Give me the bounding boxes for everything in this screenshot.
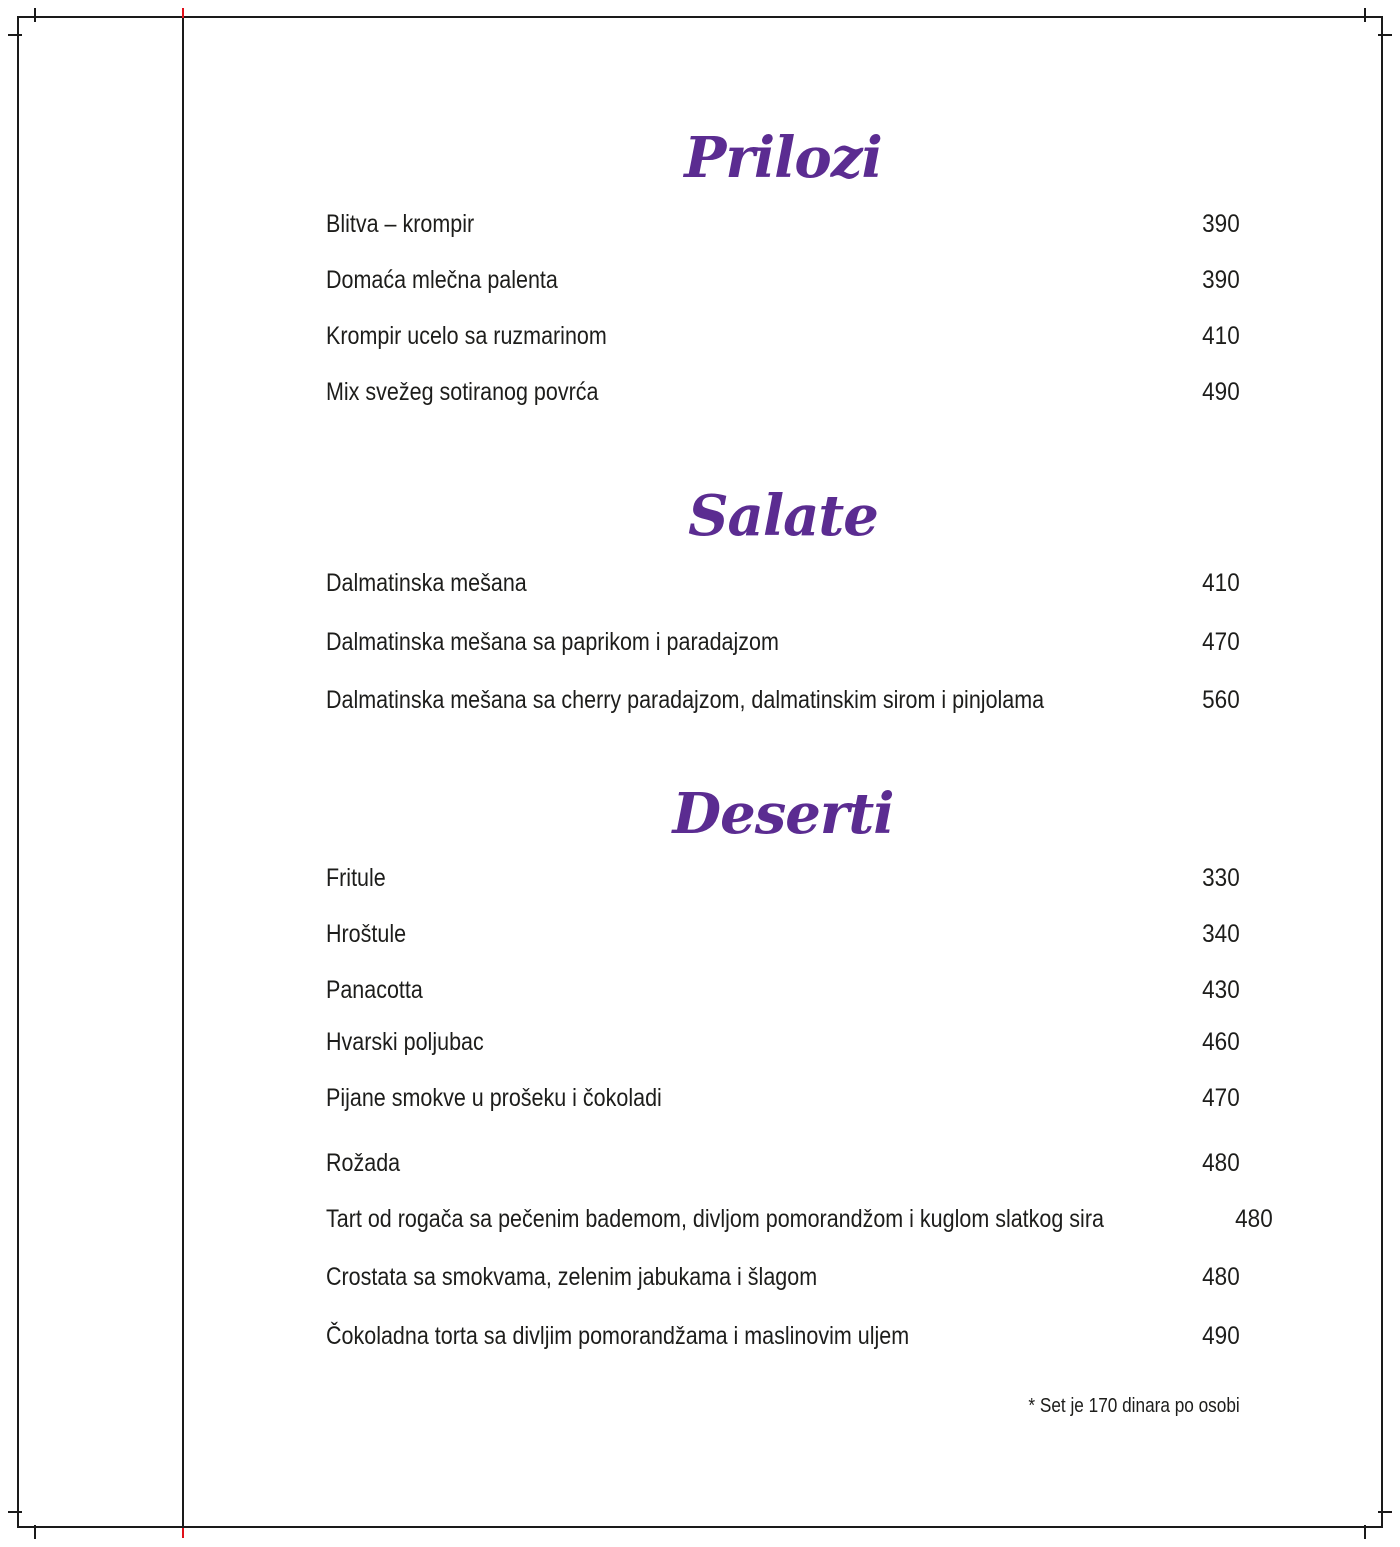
item-price: 470 bbox=[1202, 1084, 1240, 1112]
menu-item bbox=[326, 922, 1240, 947]
footnote: * Set je 170 dinara po osobi bbox=[1028, 1395, 1240, 1417]
menu-item bbox=[326, 268, 1240, 293]
menu-item bbox=[326, 1324, 1240, 1349]
section-title-salate: Salate bbox=[688, 483, 878, 549]
crop-mark bbox=[34, 8, 36, 22]
menu-item bbox=[326, 1086, 1240, 1111]
item-price: 480 bbox=[1202, 1149, 1240, 1177]
section-title-deserti: Deserti bbox=[672, 781, 894, 847]
item-price: 480 bbox=[1202, 1263, 1240, 1291]
item-name: Pijane smokve u prošeku i čokoladi bbox=[326, 1084, 662, 1112]
item-name: Hroštule bbox=[326, 920, 407, 948]
item-price: 470 bbox=[1202, 628, 1240, 656]
menu-item bbox=[326, 688, 1240, 713]
item-name: Hvarski poljubac bbox=[326, 1028, 484, 1056]
fold-mark-top bbox=[182, 8, 184, 18]
menu-item bbox=[326, 212, 1240, 237]
crop-mark bbox=[1364, 1525, 1366, 1539]
item-name: Domaća mlečna palenta bbox=[326, 266, 558, 294]
section-title-prilozi: Prilozi bbox=[684, 125, 882, 191]
menu-item bbox=[326, 1030, 1240, 1055]
menu-item bbox=[326, 866, 1240, 891]
item-price: 390 bbox=[1202, 210, 1240, 238]
menu-item bbox=[326, 571, 1240, 596]
item-price: 480 bbox=[1234, 1205, 1273, 1233]
page-border bbox=[17, 16, 1383, 1528]
crop-mark bbox=[1378, 34, 1392, 36]
item-price: 410 bbox=[1202, 322, 1240, 350]
menu-item bbox=[326, 1205, 1273, 1233]
menu-item bbox=[326, 1151, 1240, 1176]
menu-item bbox=[326, 324, 1240, 349]
item-name: Čokoladna torta sa divljim pomorandžama i maslinovim uljem bbox=[326, 1322, 910, 1350]
item-price: 330 bbox=[1202, 864, 1240, 892]
item-name: Dalmatinska mešana bbox=[326, 569, 527, 597]
item-name: Tart od rogača sa pečenim bademom, divljom pomorandžom i kuglom slatkog sira bbox=[326, 1205, 1104, 1233]
item-name: Rožada bbox=[326, 1149, 401, 1177]
menu-item bbox=[326, 630, 1240, 655]
item-name: Mix svežeg sotiranog povrća bbox=[326, 378, 599, 406]
item-name: Fritule bbox=[326, 864, 386, 892]
crop-mark bbox=[1378, 1511, 1392, 1513]
item-name: Crostata sa smokvama, zelenim jabukama i šlagom bbox=[326, 1263, 818, 1291]
item-name: Blitva – krompir bbox=[326, 210, 475, 238]
menu-item bbox=[326, 1265, 1240, 1290]
menu-item bbox=[326, 380, 1240, 405]
item-price: 430 bbox=[1202, 976, 1240, 1004]
item-price: 410 bbox=[1202, 569, 1240, 597]
crop-mark bbox=[34, 1525, 36, 1539]
item-price: 490 bbox=[1202, 1322, 1240, 1350]
item-price: 460 bbox=[1202, 1028, 1240, 1056]
item-price: 560 bbox=[1202, 686, 1240, 714]
crop-mark bbox=[8, 1511, 22, 1513]
item-price: 340 bbox=[1202, 920, 1240, 948]
fold-mark-bottom bbox=[182, 1528, 184, 1538]
item-name: Dalmatinska mešana sa cherry paradajzom, dalmatinskim sirom i pinjolama bbox=[326, 686, 1045, 714]
crop-mark bbox=[8, 34, 22, 36]
item-price: 390 bbox=[1202, 266, 1240, 294]
item-price: 490 bbox=[1202, 378, 1240, 406]
item-name: Dalmatinska mešana sa paprikom i paradajzom bbox=[326, 628, 779, 656]
fold-line bbox=[182, 16, 184, 1528]
item-name: Krompir ucelo sa ruzmarinom bbox=[326, 322, 607, 350]
menu-item bbox=[326, 978, 1240, 1003]
crop-mark bbox=[1364, 8, 1366, 22]
item-name: Panacotta bbox=[326, 976, 423, 1004]
